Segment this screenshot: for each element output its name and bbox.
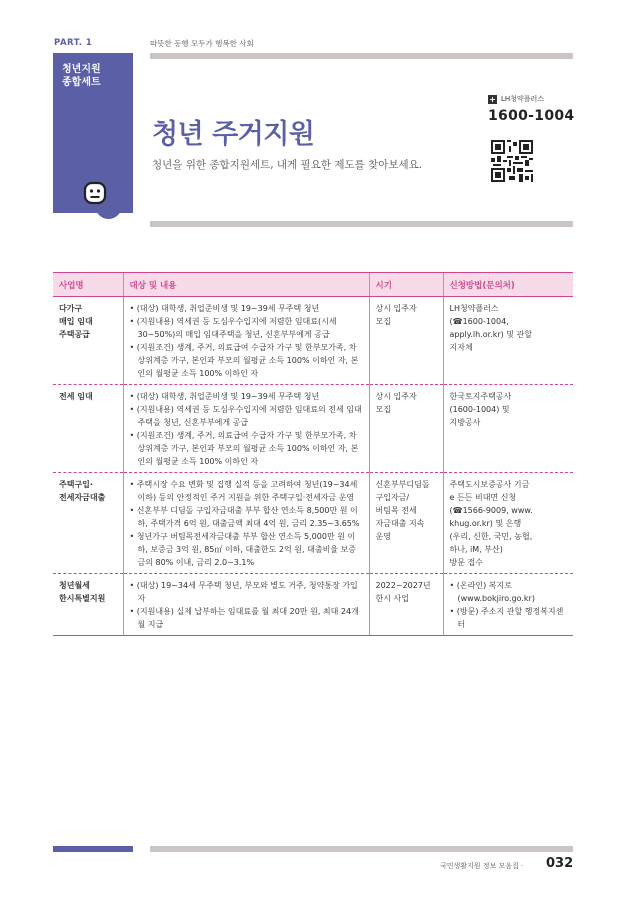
- qr-code-icon[interactable]: [491, 140, 533, 182]
- table-row: [53, 473, 573, 574]
- content-bullet: • (지원내용) 실제 납부하는 임대료를 월 최대 20만 원, 최대 24개월 지급: [130, 605, 363, 631]
- content-bullet: • (지원조건) 생계, 주거, 의료급여 수급자 가구 및 한부모가족, 차상위계층 가구, 본인과 부모의 월평균 소득 100% 이하인 자, 본인의 월평균 소득 100% 이하인 자: [130, 429, 363, 468]
- program-name-line: 주택구입·: [59, 480, 93, 489]
- content-bullet: • 주택시장 수요 변화 및 집행 실적 등을 고려하여 청년(19~34세 이하) 등의 안정적인 주거 지원을 위한 주택구입·전세자금 운영: [130, 478, 363, 504]
- content-bullet: • (대상) 19~34세 무주택 청년, 부모와 별도 거주, 청약통장 가입자: [130, 579, 363, 605]
- column-header-period: 시기: [369, 273, 443, 297]
- program-content: [123, 574, 369, 636]
- program-apply: [443, 473, 573, 574]
- column-header-content: 대상 및 내용: [123, 273, 369, 297]
- apply-bullet: • (방문) 주소지 관할 행정복지센터: [450, 605, 568, 631]
- content-bullet: • (지원내용) 역세권 등 도심우수입지에 저렴한 임대료(시세 30~50%)의 매입 임대주택을 청년, 신혼부부에게 공급: [130, 315, 363, 341]
- apply-line: (☎1600-1004,: [449, 317, 509, 326]
- period-line: 버팀목 전세: [375, 506, 417, 515]
- contact-label: [488, 94, 544, 104]
- page-subtitle: 청년을 위한 종합지원세트, 내게 필요한 제도를 찾아보세요.: [152, 159, 423, 171]
- program-content: [123, 473, 369, 574]
- program-content: [123, 385, 369, 473]
- program-period: [369, 574, 443, 636]
- apply-line: (우리, 신한, 국민, 농협,: [449, 532, 533, 541]
- content-bullet: • 신혼부부 디딤돌 구입자금대출 부부 합산 연소득 8,500만 원 이하, 주택가격 6억 원, 대출금액 최대 4억 원, 금리 2.35~3.65%: [130, 504, 363, 530]
- program-name-line: 전세 임대: [59, 392, 93, 401]
- table-row: [53, 297, 573, 385]
- apply-line: 주택도시보증공사 기금: [449, 480, 530, 489]
- program-period: [369, 297, 443, 385]
- part-label: PART. 1: [54, 38, 93, 48]
- period-line: 운영: [375, 532, 391, 541]
- program-apply: [443, 574, 573, 636]
- header-divider: [150, 53, 573, 59]
- program-period: [369, 473, 443, 574]
- apply-line: 지자체: [449, 343, 473, 352]
- program-name: [53, 385, 123, 473]
- apply-line: khug.or.kr) 및 은행: [449, 519, 522, 528]
- contact-name: LH청약플러스: [501, 95, 544, 103]
- sidebar-title: [62, 63, 122, 89]
- period-line: 신혼부부디딤돌: [375, 480, 430, 489]
- table-row: [53, 574, 573, 636]
- period-line: 2022~2027년: [375, 581, 431, 590]
- footer-divider: [150, 846, 573, 852]
- page-number: 032: [546, 856, 574, 871]
- sidebar-title-line2: 종합세트: [62, 77, 101, 88]
- face-icon: [80, 178, 110, 208]
- period-line: 모집: [375, 405, 391, 414]
- program-name-line: 매입 임대: [59, 317, 93, 326]
- page-title: 청년 주거지원: [152, 119, 315, 150]
- program-period: [369, 385, 443, 473]
- program-name: [53, 574, 123, 636]
- table-header-row: [53, 273, 573, 297]
- period-line: 상시 입주자: [375, 392, 417, 401]
- program-name-line: 한시특별지원: [59, 594, 106, 603]
- program-name: [53, 297, 123, 385]
- apply-line: 방문 접수: [449, 558, 483, 567]
- period-line: 구입자금/: [375, 493, 410, 502]
- footer-accent-bar: [53, 846, 133, 852]
- table-row: [53, 385, 573, 473]
- program-name-line: 다가구: [59, 304, 83, 313]
- content-bullet: • (지원조건) 생계, 주거, 의료급여 수급자 가구 및 한부모가족, 차상위계층 가구, 본인과 부모의 월평균 소득 100% 이하인 자, 본인의 월평균 소득 100% 이하인 자: [130, 341, 363, 380]
- apply-line: 한국토지주택공사: [449, 392, 512, 401]
- period-line: 한시 사업: [375, 594, 409, 603]
- column-header-program: 사업명: [53, 273, 123, 297]
- apply-line: 하나, iM, 부산): [449, 545, 503, 554]
- title-divider: [150, 221, 573, 227]
- contact-phone: 1600-1004: [488, 108, 575, 124]
- content-bullet: • 청년가구 버팀목전세자금대출 부부 합산 연소득 5,000만 원 이하, 보증금 3억 원, 85㎡ 이하, 대출한도 2억 원, 대출비율 보증금의 80% 이내, 금리 2.0~3.1%: [130, 530, 363, 569]
- section-label: 따뜻한 동행 모두가 행복한 사회: [150, 39, 254, 48]
- program-name-line: 청년월세: [59, 581, 90, 590]
- apply-line: 지방공사: [449, 418, 481, 427]
- program-name-line: 전세자금대출: [59, 493, 106, 502]
- program-apply: [443, 385, 573, 473]
- content-bullet: • (지원내용) 역세권 등 도심우수입지에 저렴한 임대료의 전세 임대주택을 청년, 신혼부부에게 공급: [130, 403, 363, 429]
- period-line: 자금대출 지속: [375, 519, 425, 528]
- content-bullet: • (대상) 대학생, 취업준비생 및 19~39세 무주택 청년: [130, 302, 363, 315]
- program-content: [123, 297, 369, 385]
- program-name-line: 주택공급: [59, 330, 90, 339]
- plus-icon: +: [489, 94, 496, 104]
- sidebar-title-line1: 청년지원: [62, 64, 101, 75]
- period-line: 상시 입주자: [375, 304, 417, 313]
- program-name: [53, 473, 123, 574]
- column-header-apply: 신청방법(문의처): [443, 273, 573, 297]
- footer-label: 국민생활지원 정보 모음집 ·: [440, 862, 524, 870]
- program-apply: [443, 297, 573, 385]
- apply-line: (1600-1004) 및: [449, 405, 510, 414]
- content-bullet: • (대상) 대학생, 취업준비생 및 19~39세 무주택 청년: [130, 390, 363, 403]
- support-table: [53, 272, 573, 636]
- apply-line: LH청약플러스: [449, 304, 499, 313]
- apply-line: apply.lh.or.kr) 및 관할: [449, 330, 533, 339]
- apply-line: e 든든 비대면 신청: [449, 493, 517, 502]
- period-line: 모집: [375, 317, 391, 326]
- apply-line: (☎1566-9009, www.: [449, 506, 533, 515]
- apply-bullet: • (온라인) 복지로(www.bokjiro.go.kr): [450, 579, 568, 605]
